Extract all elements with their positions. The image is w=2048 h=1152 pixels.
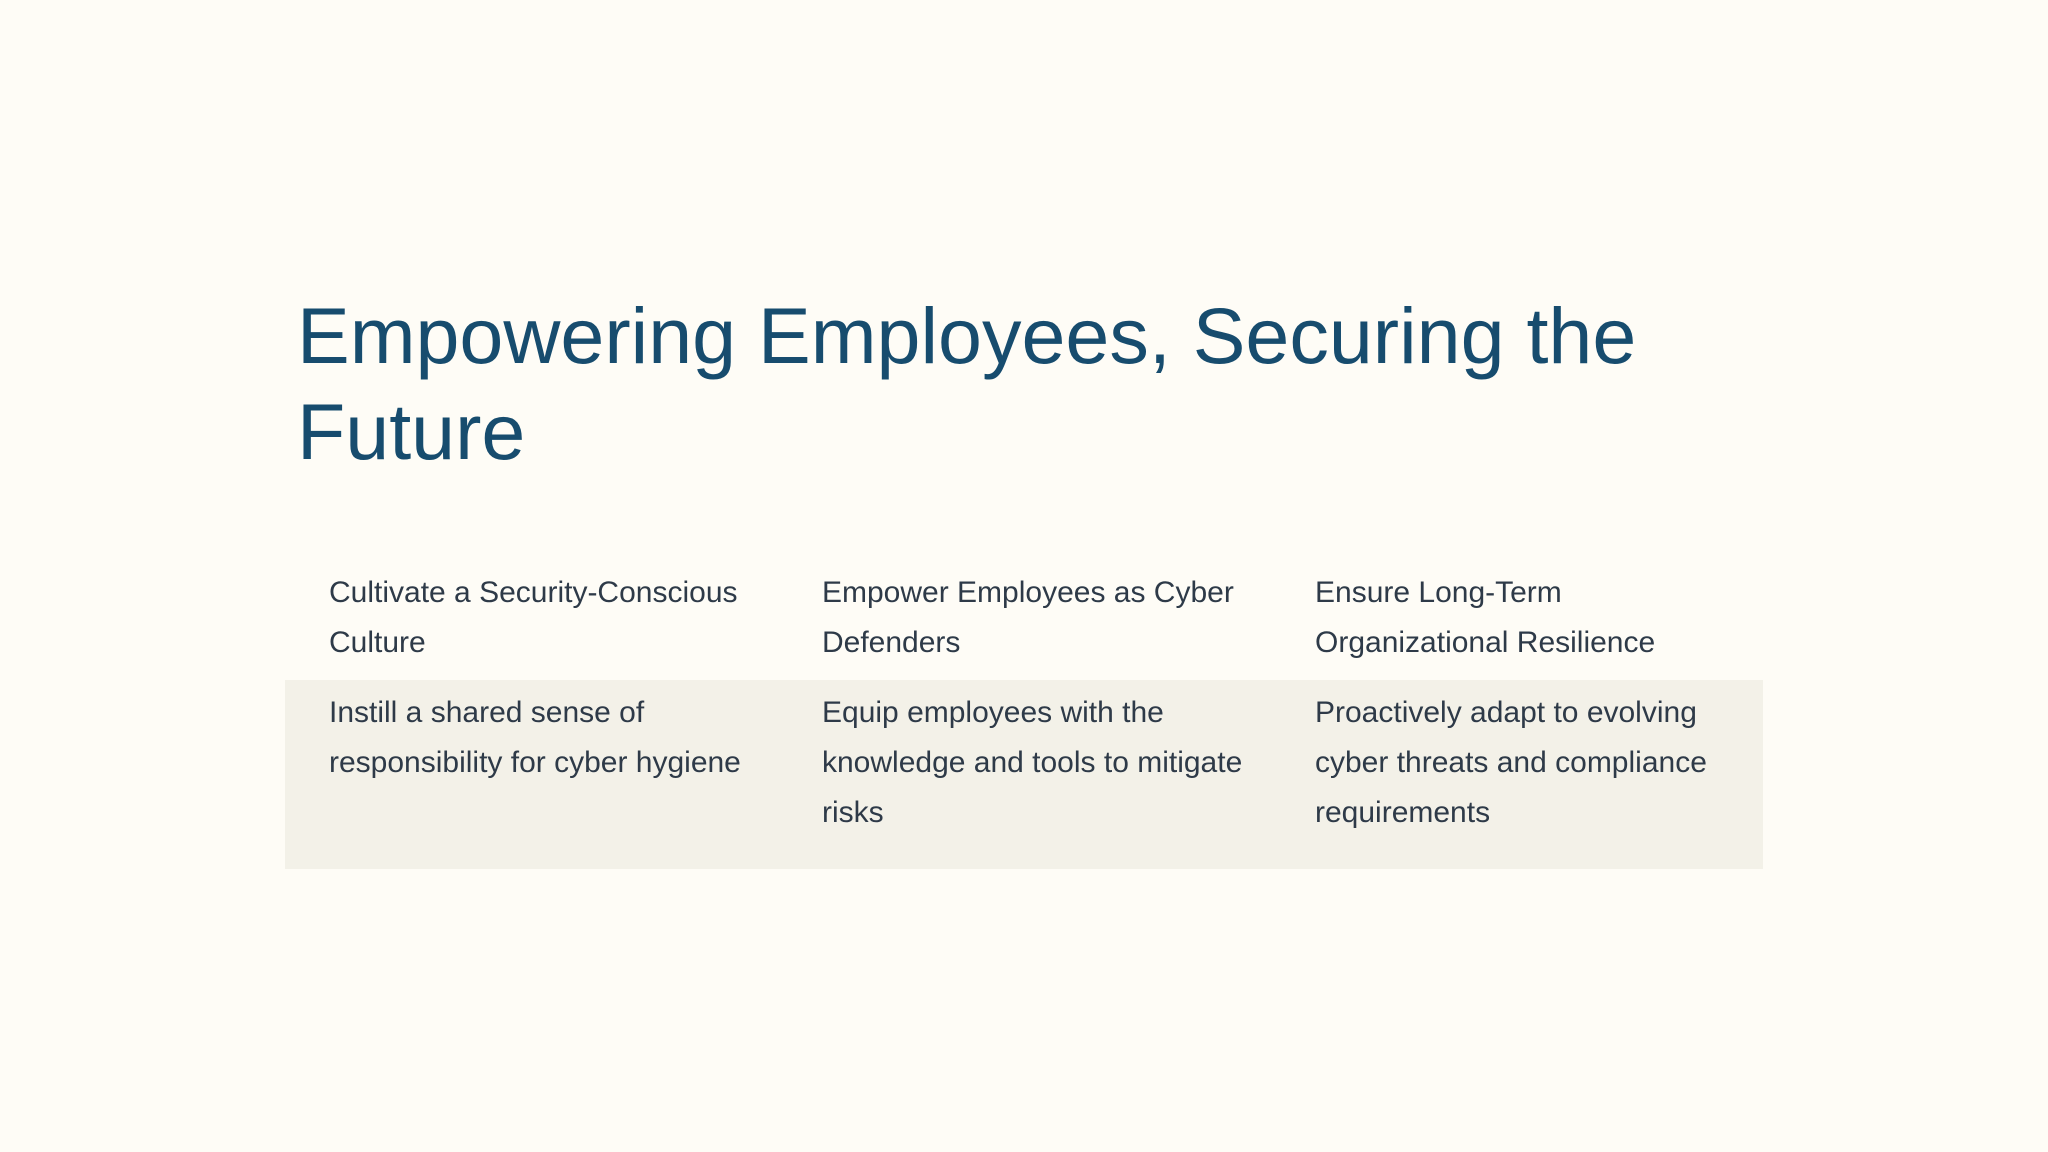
table-header-row [285,560,1763,680]
body-cell-culture: Instill a shared sense of responsibility for cyber hygiene [329,696,741,779]
pillars-table [285,560,1763,869]
body-cell-resilience: Proactively adapt to evolving cyber threats and compliance requirements [1315,696,1707,829]
body-cell-defenders: Equip employees with the knowledge and tools to mitigate risks [822,696,1243,829]
slide-title: Empowering Employees, Securing the Future [297,291,1637,476]
table-row [285,680,1763,869]
header-cell-culture: Cultivate a Security-Conscious Culture [329,576,738,659]
header-cell-resilience: Ensure Long-Term Organizational Resilience [1315,576,1656,659]
header-cell-defenders: Empower Employees as Cyber Defenders [822,576,1234,659]
